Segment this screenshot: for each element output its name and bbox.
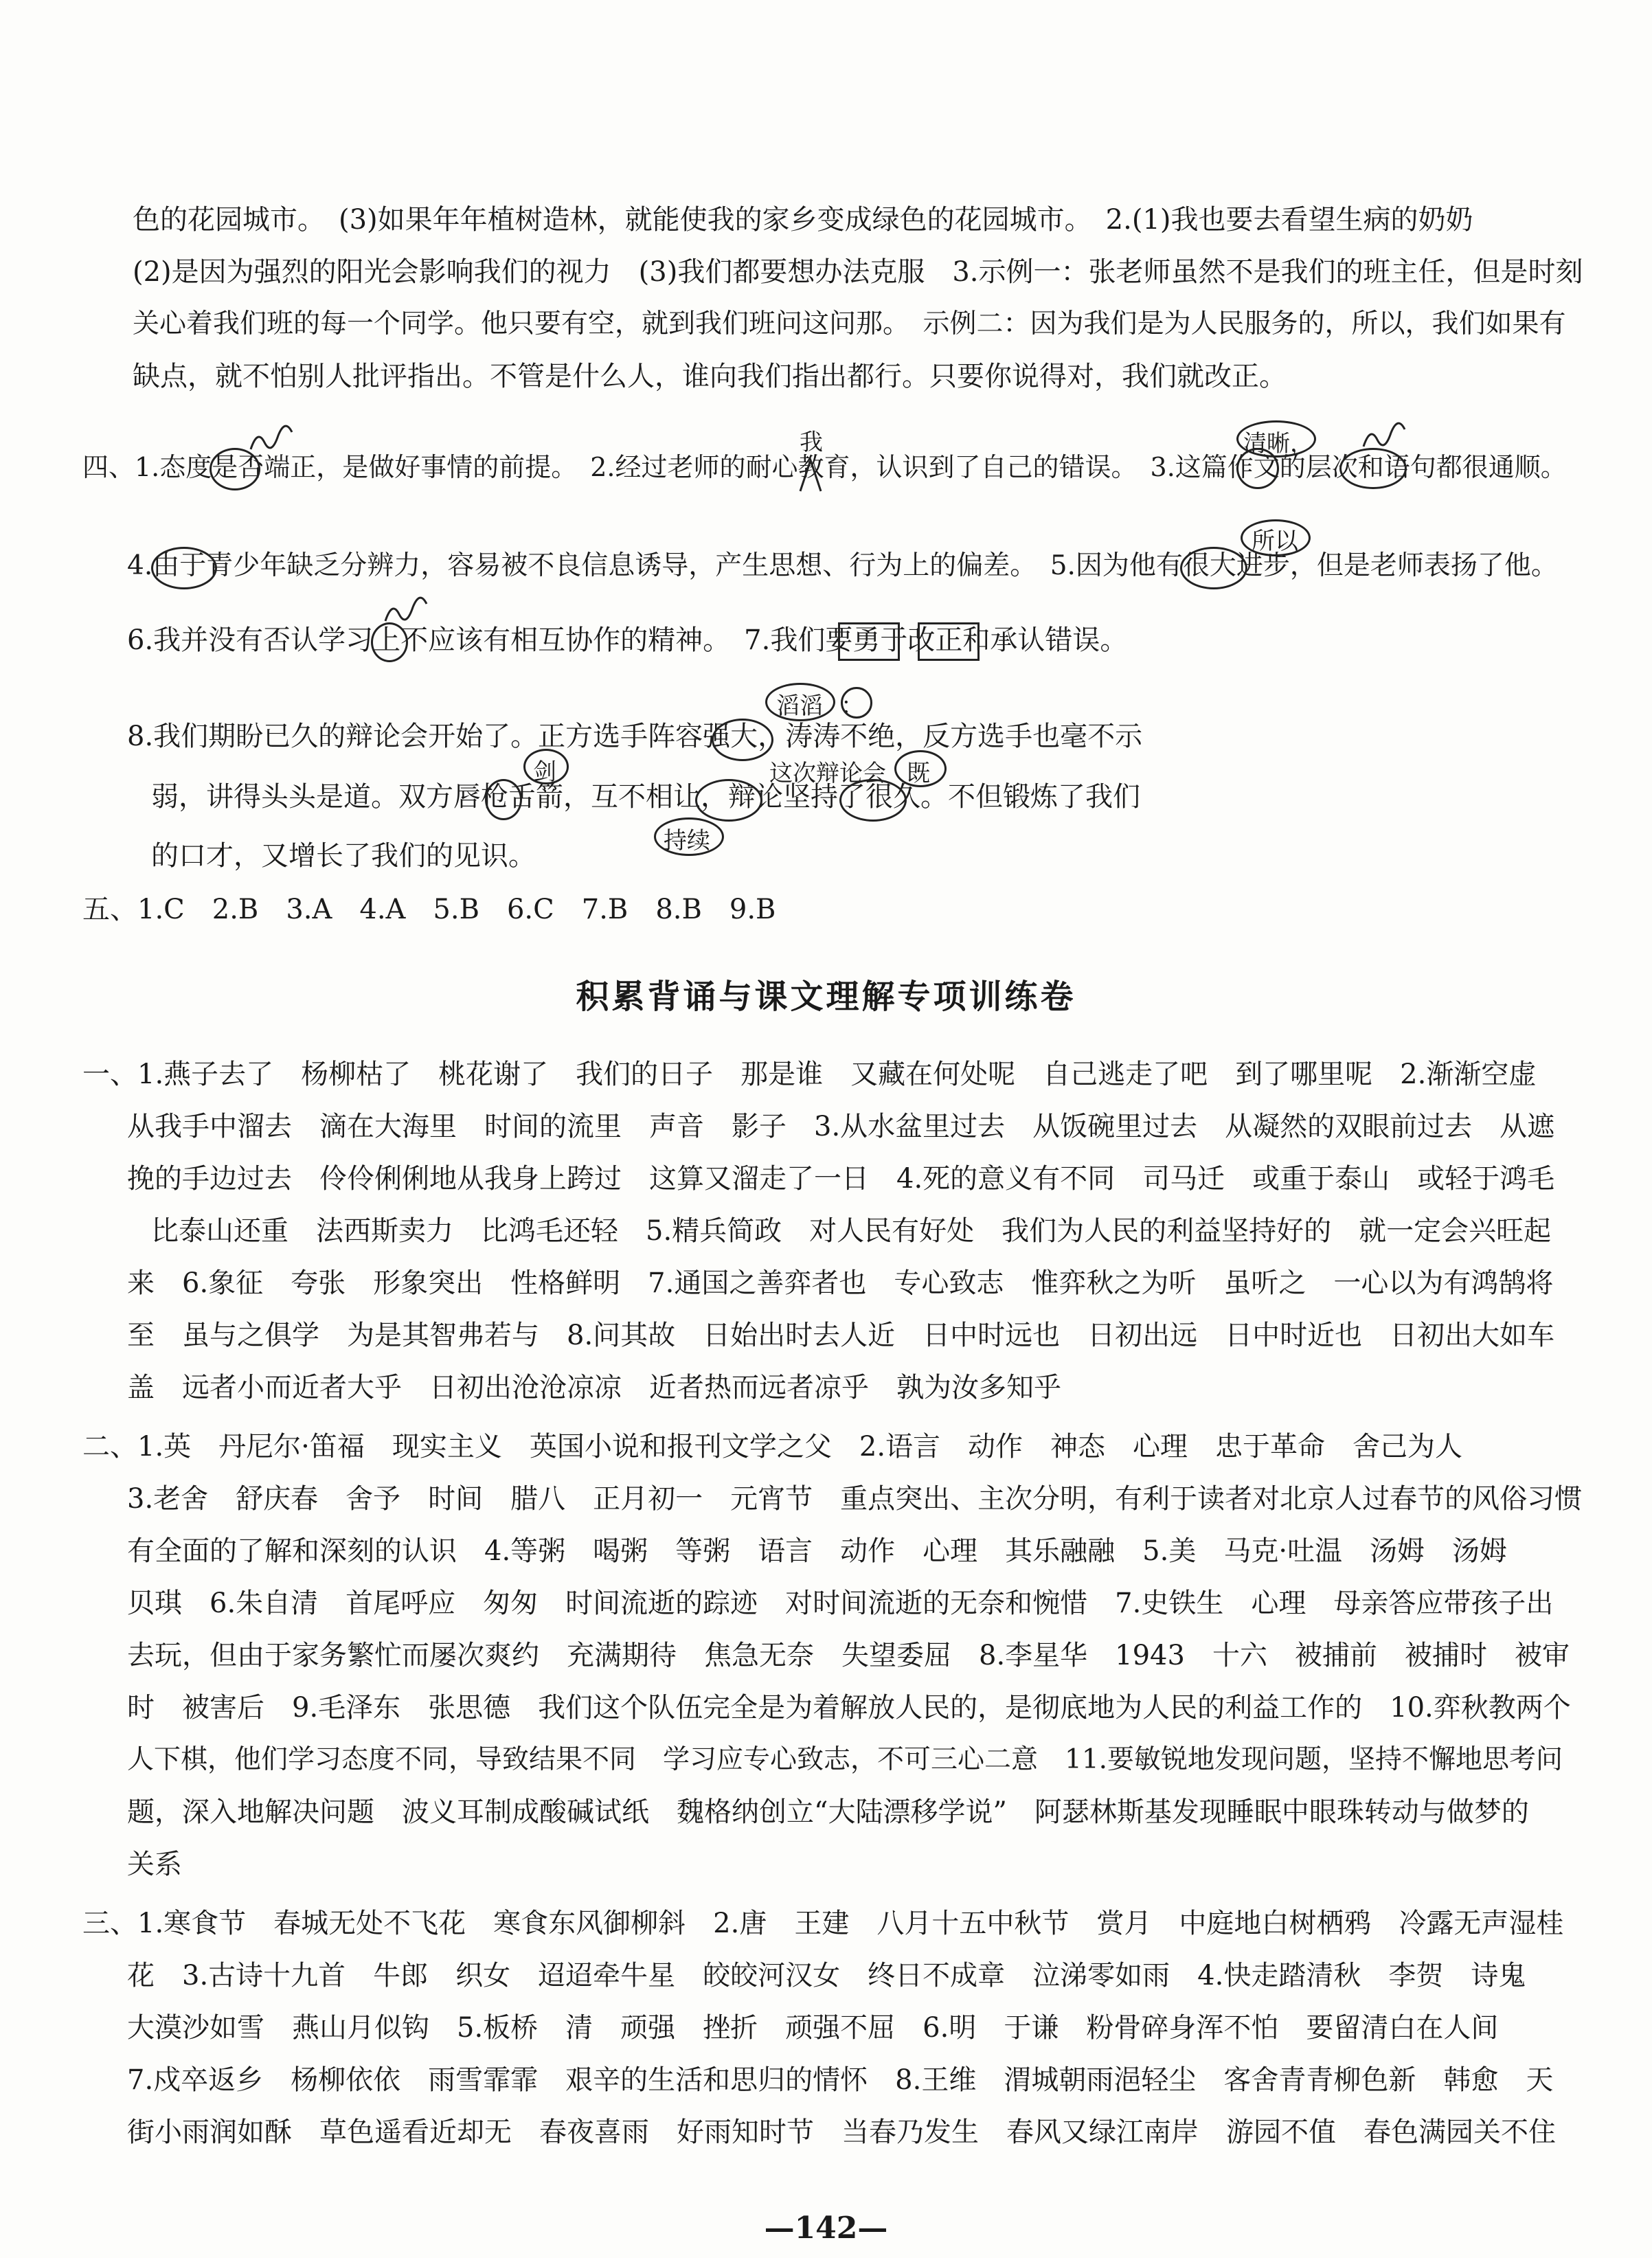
- text-line: 关系: [127, 1849, 182, 1880]
- circle-mark: [894, 750, 947, 787]
- correction-item-8: 的口才，又增长了我们的见识。: [151, 840, 536, 872]
- text-line: 3.老舍 舒庆春 舍予 时间 腊八 正月初一 元宵节 重点突出、主次分明，有利于读者对北京人过春节的风俗习惯: [127, 1483, 1583, 1515]
- section-title: 积累背诵与课文理解专项训练卷: [576, 978, 1076, 1016]
- text-line: 至 虽与之俱学 为是其智弗若与 8.问其故 日始出时去人近 日中时远也 日初出远 日中时近也 日初出大如车: [127, 1320, 1555, 1351]
- insert-annotation: 滔滔: [776, 692, 823, 720]
- circle-mark: [712, 719, 773, 761]
- insert-annotation: 我: [800, 429, 823, 456]
- circle-mark: [485, 779, 522, 820]
- text-line: 挽的手边过去 伶伶俐俐地从我身上跨过 这算又溜走了一日 4.死的意义有不同 司马迁 或重于泰山 或轻于鸿毛: [127, 1163, 1555, 1195]
- multiple-choice-answers: 五、1.C 2.B 3.A 4.A 5.B 6.C 7.B 8.B 9.B: [82, 894, 776, 925]
- text-line: 时 被害后 9.毛泽东 张思德 我们这个队伍完全是为着解放人民的，是彻底地为人民的利益工作的 10.弈秋教两个: [127, 1692, 1571, 1724]
- circle-mark: [1236, 448, 1279, 489]
- text-line: 一、1.燕子去了 杨柳枯了 桃花谢了 我们的日子 那是谁 又藏在何处呢 自己逃走了吧 到了哪里呢 2.渐渐空虚: [82, 1059, 1537, 1090]
- text-line: 从我手中溜去 滴在大海里 时间的流里 声音 影子 3.从水盆里过去 从饭碗里过去 从凝然的双眼前过去 从遮: [127, 1111, 1555, 1142]
- correction-item-8: 8.我们期盼已久的辩论会开始了。正方选手阵容强大，涛涛不绝，反方选手也毫不示: [127, 721, 1143, 752]
- swap-box-mark: [918, 622, 980, 661]
- insert-annotation: 既: [907, 760, 930, 787]
- circle-mark: [654, 817, 724, 856]
- swap-box-mark: [838, 622, 900, 661]
- insert-annotation: ：: [841, 692, 864, 720]
- circle-mark: [371, 622, 408, 662]
- text-line: (2)是因为强烈的阳光会影响我们的视力 (3)我们都要想办法克服 3.示例一：张老师虽然不是我们的班主任，但是时刻: [133, 256, 1583, 288]
- text-line: 关心着我们班的每一个同学。他只要有空，就到我们班问这问那。 示例二：因为我们是为人民服务的，所以，我们如果有: [133, 308, 1566, 339]
- text-line: 缺点，就不怕别人批评指出。不管是什么人，谁向我们指出都行。只要你说得对，我们就改正。: [133, 361, 1287, 392]
- correction-item-6-7: 6.我并没有否认学习上不应该有相互协作的精神。 7.我们要勇于改正和承认错误。: [127, 624, 1128, 656]
- text-line: 花 3.古诗十九首 牛郎 织女 迢迢牵牛星 皎皎河汉女 终日不成章 泣涕零如雨 4.快走踏清秋 李贺 诗鬼: [127, 1960, 1526, 1991]
- text-line: 贝琪 6.朱自清 首尾呼应 匆匆 时间流逝的踪迹 对时间流逝的无奈和惋惜 7.史铁生 心理 母亲答应带孩子出: [127, 1588, 1554, 1619]
- circle-mark: [1241, 519, 1311, 556]
- text-line: 人下棋，他们学习态度不同，导致结果不同 学习应专心致志，不可三心二意 11.要敏锐地发现问题，坚持不懈地思考问: [127, 1744, 1563, 1775]
- text-line: 来 6.象征 夸张 形象突出 性格鲜明 7.通国之善弈者也 专心致志 惟弈秋之为听 虽听之 一心以为有鸿鹄将: [127, 1267, 1554, 1299]
- circle-mark: [151, 547, 217, 589]
- text-line: 去玩，但由于家务繁忙而屡次爽约 充满期待 焦急无奈 失望委屈 8.李星华 1943 十六 被捕前 被捕时 被审: [127, 1640, 1570, 1671]
- text-line: 街小雨润如酥 草色遥看近却无 春夜喜雨 好雨知时节 当春乃发生 春风又绿江南岸 游园不值 春色满园关不住: [127, 2116, 1556, 2148]
- insert-annotation: 持续: [664, 827, 710, 855]
- insert-annotation: 剑: [533, 758, 556, 786]
- text-line: 比泰山还重 法西斯卖力 比鸿毛还轻 5.精兵简政 对人民有好处 我们为人民的利益坚持好的 就一定会兴旺起: [151, 1215, 1552, 1247]
- circle-mark: [839, 779, 907, 822]
- circle-mark: [841, 687, 872, 719]
- text-line: 盖 远者小而近者大乎 日初出沧沧凉凉 近者热而远者凉乎 孰为汝多知乎: [127, 1372, 1061, 1403]
- correction-item-4-5: 4.由于青少年缺乏分辨力，容易被不良信息诱导，产生思想、行为上的偏差。 5.因为他有很大进步，但是老师表扬了他。: [127, 550, 1558, 581]
- text-line: 色的花园城市。 (3)如果年年植树造林，就能使我的家乡变成绿色的花园城市。 2.(1)我也要去看望生病的奶奶: [133, 204, 1473, 236]
- insert-annotation: 清晰，: [1243, 430, 1313, 458]
- insert-annotation: 这次辩论会: [769, 760, 886, 787]
- text-line: 大漠沙如雪 燕山月似钩 5.板桥 清 顽强 挫折 顽强不屈 6.明 于谦 粉骨碎身浑不怕 要留清白在人间: [127, 2012, 1499, 2044]
- circle-mark: [523, 749, 569, 784]
- circle-mark: [765, 683, 835, 721]
- circle-mark: [1180, 547, 1247, 589]
- circle-mark: [695, 779, 762, 822]
- page-number: —142—: [764, 2211, 888, 2246]
- text-line: 7.戍卒返乡 杨柳依依 雨雪霏霏 艰辛的生活和思归的情怀 8.王维 渭城朝雨浥轻尘 客舍青青柳色新 韩愈 天: [127, 2064, 1554, 2096]
- circle-mark: [1339, 448, 1407, 489]
- circle-mark: [210, 448, 260, 490]
- text-line: 三、1.寒食节 春城无处不飞花 寒食东风御柳斜 2.唐 王建 八月十五中秋节 赏月 中庭地白树栖鸦 冷露无声湿桂: [82, 1908, 1564, 1939]
- text-line: 有全面的了解和深刻的认识 4.等粥 喝粥 等粥 语言 动作 心理 其乐融融 5.美 马克·吐温 汤姆 汤姆: [127, 1535, 1508, 1567]
- text-line: 题，深入地解决问题 波义耳制成酸碱试纸 魏格纳创立“大陆漂移学说” 阿瑟林斯基发现睡眠中眼珠转动与做梦的: [127, 1796, 1529, 1828]
- correction-item-8: 弱，讲得头头是道。双方唇枪舌箭，互不相让，辩论坚持了很久。不但锻炼了我们: [151, 781, 1140, 813]
- text-line: 二、1.英 丹尼尔·笛福 现实主义 英国小说和报刊文学之父 2.语言 动作 神态 心理 忠于革命 舍己为人: [82, 1431, 1463, 1463]
- insert-annotation: 所以: [1252, 528, 1298, 555]
- correction-item-1-3: 四、1.态度是否端正，是做好事情的前提。 2.经过老师的耐心教育，认识到了自己的错误。 3.这篇作文的层次和语句都很通顺。: [82, 452, 1567, 482]
